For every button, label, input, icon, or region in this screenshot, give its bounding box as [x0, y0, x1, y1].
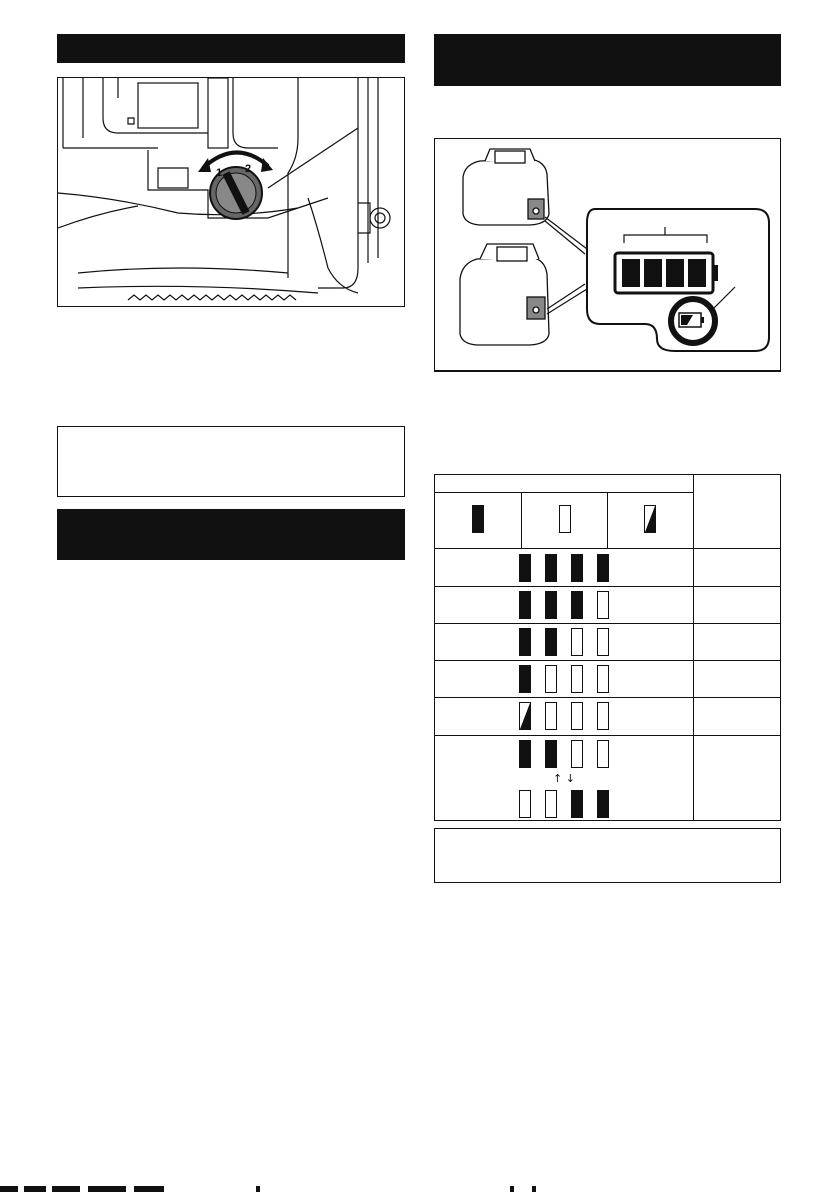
right-section-bar [434, 34, 781, 86]
lamp-icon [571, 702, 583, 730]
lamp-icon [519, 665, 531, 693]
battery-illustration [434, 138, 781, 371]
alternate-arrows-icon: ↑ ↓ [553, 772, 575, 785]
page-footer-strip [0, 1186, 840, 1192]
lamp-icon [545, 665, 557, 693]
lamp-icon [571, 591, 583, 619]
lamp-icon [597, 665, 609, 693]
dial-label-1: 1 [216, 167, 223, 179]
lamp-icon [519, 740, 531, 768]
lamp-icon [545, 790, 557, 818]
lamp-icon [571, 740, 583, 768]
battery-small-icon [463, 149, 549, 225]
indicator-table [434, 474, 781, 821]
dial-illustration [57, 77, 405, 307]
lamp-icon [571, 665, 583, 693]
lamp-icon [545, 702, 557, 730]
right-note-box [434, 828, 781, 883]
lamp-icon [571, 628, 583, 656]
lamp-icon [571, 790, 583, 818]
lamp-icon [519, 790, 531, 818]
dial-label-2: 2 [245, 163, 252, 175]
left-heading-bar [57, 34, 405, 63]
lamp-icon [597, 740, 609, 768]
lamp-icon [597, 790, 609, 818]
lamp-icon [545, 554, 557, 582]
lamp-icon [597, 554, 609, 582]
legend-off-icon [559, 505, 571, 533]
lamp-icon [545, 628, 557, 656]
lamp-icon [519, 628, 531, 656]
left-note-box [57, 426, 405, 497]
lamp-icon [571, 554, 583, 582]
lamp-icon [545, 740, 557, 768]
lamp-icon [597, 591, 609, 619]
lamp-icon [519, 702, 531, 730]
lamp-icon [597, 628, 609, 656]
battery-large-icon [460, 244, 549, 345]
lamp-icon [519, 554, 531, 582]
lamp-icon [545, 591, 557, 619]
left-section-bar [57, 509, 405, 560]
speed-dial-icon [58, 78, 404, 306]
lamp-icon [519, 591, 531, 619]
legend-blinking-icon [644, 505, 656, 533]
lamp-icon [597, 702, 609, 730]
legend-lit-icon [472, 505, 484, 533]
rotate-arrow-icon [203, 152, 268, 168]
battery-illustration-underline [434, 370, 781, 372]
